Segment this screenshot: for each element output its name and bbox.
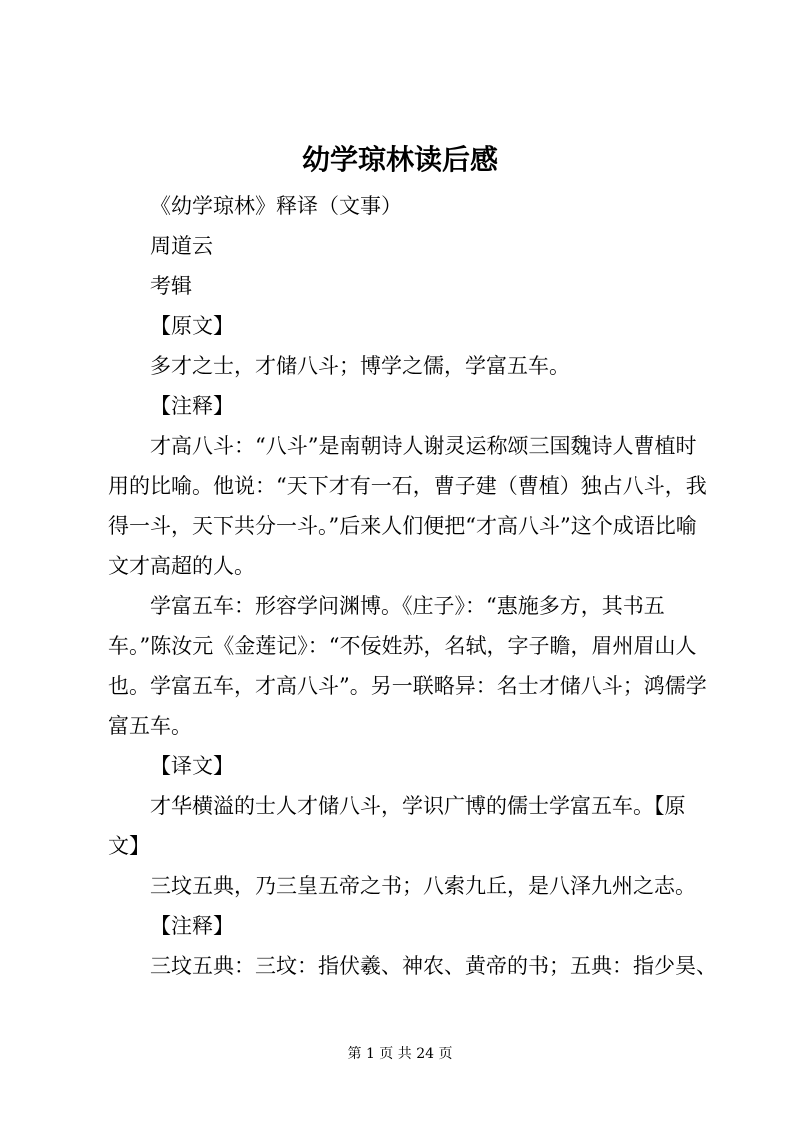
document-title: 幼学琼林读后感 bbox=[301, 143, 498, 176]
paragraph-original-text-2: 三坟五典，乃三皇五帝之书；八索九丘，是八泽九州之志。 bbox=[150, 874, 696, 898]
paragraph-original-text: 多才之士，才储八斗；博学之儒，学富五车。 bbox=[150, 354, 570, 378]
page-number-footer: 第 1 页 共 24 页 bbox=[347, 1046, 453, 1062]
paragraph-note-sanfen: 三坟五典：三坟：指伏羲、神农、黄帝的书；五典：指少昊、 bbox=[150, 954, 717, 978]
paragraph-translation: 才华横溢的士人才储八斗，学识广博的儒士学富五车。【原文】 bbox=[108, 794, 686, 858]
section-heading-translation: 【译文】 bbox=[150, 754, 234, 778]
paragraph-note-bodou: 才高八斗：“八斗”是南朝诗人谢灵运称颂三国魏诗人曹植时用的比喻。他说：“天下才有一石，曹子建（曹植）独占八斗，我得一斗，天下共分一斗。”后来人们便把“才高八斗”这个成语比喻文才高超的人。 bbox=[108, 434, 707, 578]
document-body bbox=[108, 186, 717, 986]
section-heading-notes: 【注释】 bbox=[150, 394, 234, 418]
section-heading-notes-2: 【注释】 bbox=[150, 914, 234, 938]
paragraph-note-wuche: 学富五车：形容学问渊博。《庄子》：“惠施多方，其书五车。”陈汝元《金莲记》：“不佞姓苏，名轼，字子瞻，眉州眉山人也。学富五车，才高八斗”。另一联略异：名士才储八斗；鸿儒学富五车。 bbox=[108, 594, 707, 738]
paragraph-book-title: 《幼学琼林》释译（文事） bbox=[150, 194, 402, 218]
paragraph-author: 周道云 bbox=[150, 234, 213, 258]
paragraph-compiler: 考辑 bbox=[150, 274, 192, 298]
section-heading-original: 【原文】 bbox=[150, 314, 234, 338]
